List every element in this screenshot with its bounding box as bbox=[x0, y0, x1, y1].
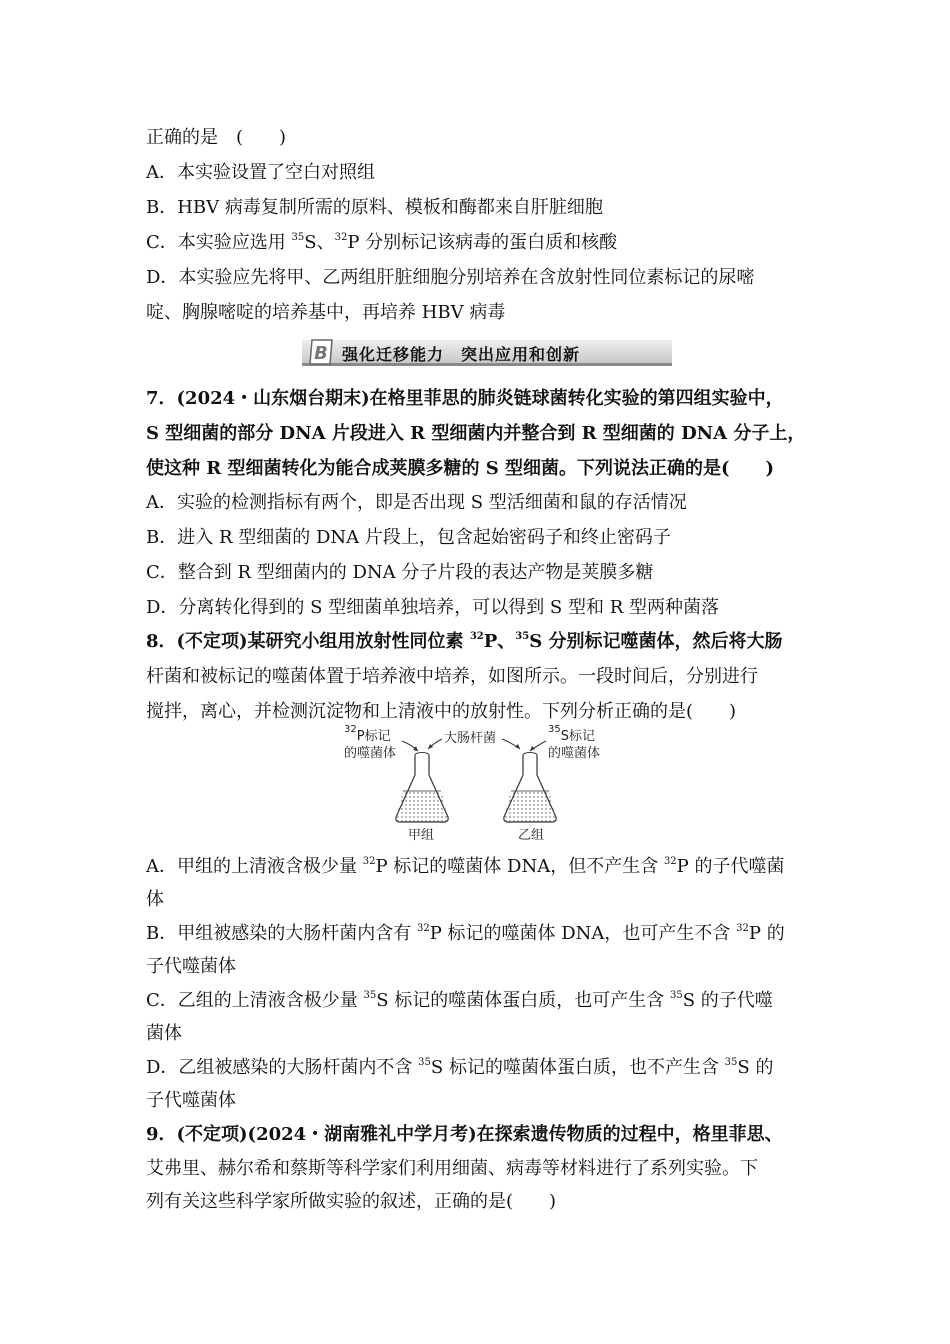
text: S标记 bbox=[560, 729, 595, 744]
text: P 的子代噬菌 bbox=[676, 856, 785, 877]
q6-stem-tail: 正确的是 ( ) bbox=[146, 127, 287, 148]
flask-label-left: 甲组 bbox=[408, 828, 435, 843]
q8-option-c-line2: 菌体 bbox=[146, 1023, 182, 1044]
q7-option-d: D．分离转化得到的 S 型细菌单独培养，可以得到 S 型和 R 型两种菌落 bbox=[146, 597, 719, 618]
q8-stem-line3: 搅拌，离心，并检测沉淀物和上清液中的放射性。下列分析正确的是( ) bbox=[146, 701, 737, 722]
q7-stem-line1: 7．(2024・山东烟台期末)在格里菲思的肺炎链球菌转化实验的第四组实验中， bbox=[146, 388, 784, 409]
q9-stem-line3: 列有关这些科学家所做实验的叙述，正确的是( ) bbox=[146, 1191, 557, 1212]
superscript: 32 bbox=[663, 856, 677, 867]
q7-option-c: C．整合到 R 型细菌内的 DNA 分子片段的表达产物是荚膜多糖 bbox=[146, 562, 654, 583]
superscript: 35 bbox=[418, 1057, 431, 1068]
superscript: 35 bbox=[670, 990, 683, 1001]
experiment-figure bbox=[340, 724, 610, 847]
q8-option-c-line1 bbox=[146, 989, 773, 1013]
text: D．乙组被感染的大肠杆菌内不含 bbox=[146, 1057, 419, 1078]
text: P、 bbox=[483, 631, 516, 652]
q7-stem-line2: S 型细菌的部分 DNA 片段进入 R 型细菌内并整合到 R 型细菌的 DNA 分子上， bbox=[146, 423, 806, 444]
q8-option-b-line1 bbox=[146, 922, 785, 946]
flask-left bbox=[396, 753, 448, 823]
q8-stem-line1 bbox=[146, 630, 782, 654]
text: S 分别标记噬菌体，然后将大肠 bbox=[529, 631, 783, 652]
text: P标记 bbox=[356, 729, 391, 744]
q6-option-b: B．HBV 病毒复制所需的原料、模板和酶都来自肝脏细胞 bbox=[146, 197, 603, 218]
superscript: 35 bbox=[363, 990, 377, 1001]
flask-right bbox=[504, 753, 556, 823]
right-label-line2: 的噬菌体 bbox=[548, 746, 601, 761]
q6-option-a: A．本实验设置了空白对照组 bbox=[146, 162, 375, 183]
superscript: 32 bbox=[736, 923, 749, 934]
q8-option-d-line1 bbox=[146, 1056, 773, 1080]
text: P 的 bbox=[748, 923, 785, 944]
text: P 分别标记该病毒的蛋白质和核酸 bbox=[347, 232, 618, 253]
text: C．本实验应选用 bbox=[146, 232, 292, 253]
q7-option-b: B．进入 R 型细菌的 DNA 片段上，包含起始密码子和终止密码子 bbox=[146, 527, 671, 548]
q6-option-d-line2: 啶、胸腺嘧啶的培养基中，再培养 HBV 病毒 bbox=[146, 302, 506, 323]
superscript: 35 bbox=[291, 232, 305, 243]
q8-option-a-line1 bbox=[146, 855, 785, 879]
superscript: 32 bbox=[334, 232, 348, 243]
q9-stem-line2: 艾弗里、赫尔希和蔡斯等科学家们利用细菌、病毒等材料进行了系列实验。下 bbox=[146, 1158, 758, 1179]
section-title: 强化迁移能力 突出应用和创新 bbox=[342, 345, 581, 364]
flasks-diagram bbox=[340, 727, 610, 847]
center-label: 大肠杆菌 bbox=[444, 731, 497, 746]
superscript: 32 bbox=[469, 631, 484, 642]
q8-stem-line2: 杆菌和被标记的噬菌体置于培养液中培养，如图所示。一段时间后，分别进行 bbox=[146, 666, 758, 687]
flask-label-right: 乙组 bbox=[518, 828, 545, 843]
q8-option-b-line2: 子代噬菌体 bbox=[146, 956, 236, 977]
text: 8．(不定项)某研究小组用放射性同位素 bbox=[146, 631, 470, 652]
superscript: 35 bbox=[515, 631, 530, 642]
q6-option-c bbox=[146, 231, 617, 255]
left-label-line2: 的噬菌体 bbox=[344, 746, 397, 761]
superscript: 35 bbox=[724, 1057, 738, 1068]
superscript: 32 bbox=[362, 856, 376, 867]
superscript: 35 bbox=[548, 724, 561, 735]
superscript: 32 bbox=[416, 923, 430, 934]
superscript: 32 bbox=[344, 724, 357, 735]
section-banner bbox=[302, 340, 672, 366]
text: B．甲组被感染的大肠杆菌内含有 bbox=[146, 923, 417, 944]
text: A．甲组的上清液含极少量 bbox=[146, 856, 363, 877]
arrow-head bbox=[530, 746, 535, 751]
text: S、 bbox=[304, 232, 335, 253]
text: S 的 bbox=[737, 1057, 774, 1078]
q8-option-d-line2: 子代噬菌体 bbox=[146, 1090, 236, 1111]
arrow-head bbox=[515, 744, 520, 749]
text: S 的子代噬 bbox=[682, 990, 773, 1011]
section-b-icon bbox=[308, 338, 334, 366]
q9-stem-line1: 9．(不定项)(2024・湖南雅礼中学月考)在探索遗传物质的过程中，格里菲思、 bbox=[146, 1124, 783, 1145]
q8-option-a-line2: 体 bbox=[146, 889, 164, 910]
text: S 标记的噬菌体蛋白质，也可产生含 bbox=[376, 990, 671, 1011]
section-letter: B bbox=[314, 343, 328, 364]
q7-option-a: A．实验的检测指标有两个，即是否出现 S 型活细菌和鼠的存活情况 bbox=[146, 492, 687, 513]
q6-option-d-line1: D．本实验应先将甲、乙两组肝脏细胞分别培养在含放射性同位素标记的尿嘧 bbox=[146, 267, 755, 288]
text: C．乙组的上清液含极少量 bbox=[146, 990, 364, 1011]
text: P 标记的噬菌体 DNA，但不产生含 bbox=[375, 856, 664, 877]
text: S 标记的噬菌体蛋白质，也不产生含 bbox=[430, 1057, 725, 1078]
text: P 标记的噬菌体 DNA，也可产生不含 bbox=[429, 923, 737, 944]
q7-stem-line3: 使这种 R 型细菌转化为能合成荚膜多糖的 S 型细菌。下列说法正确的是( ) bbox=[146, 458, 775, 479]
